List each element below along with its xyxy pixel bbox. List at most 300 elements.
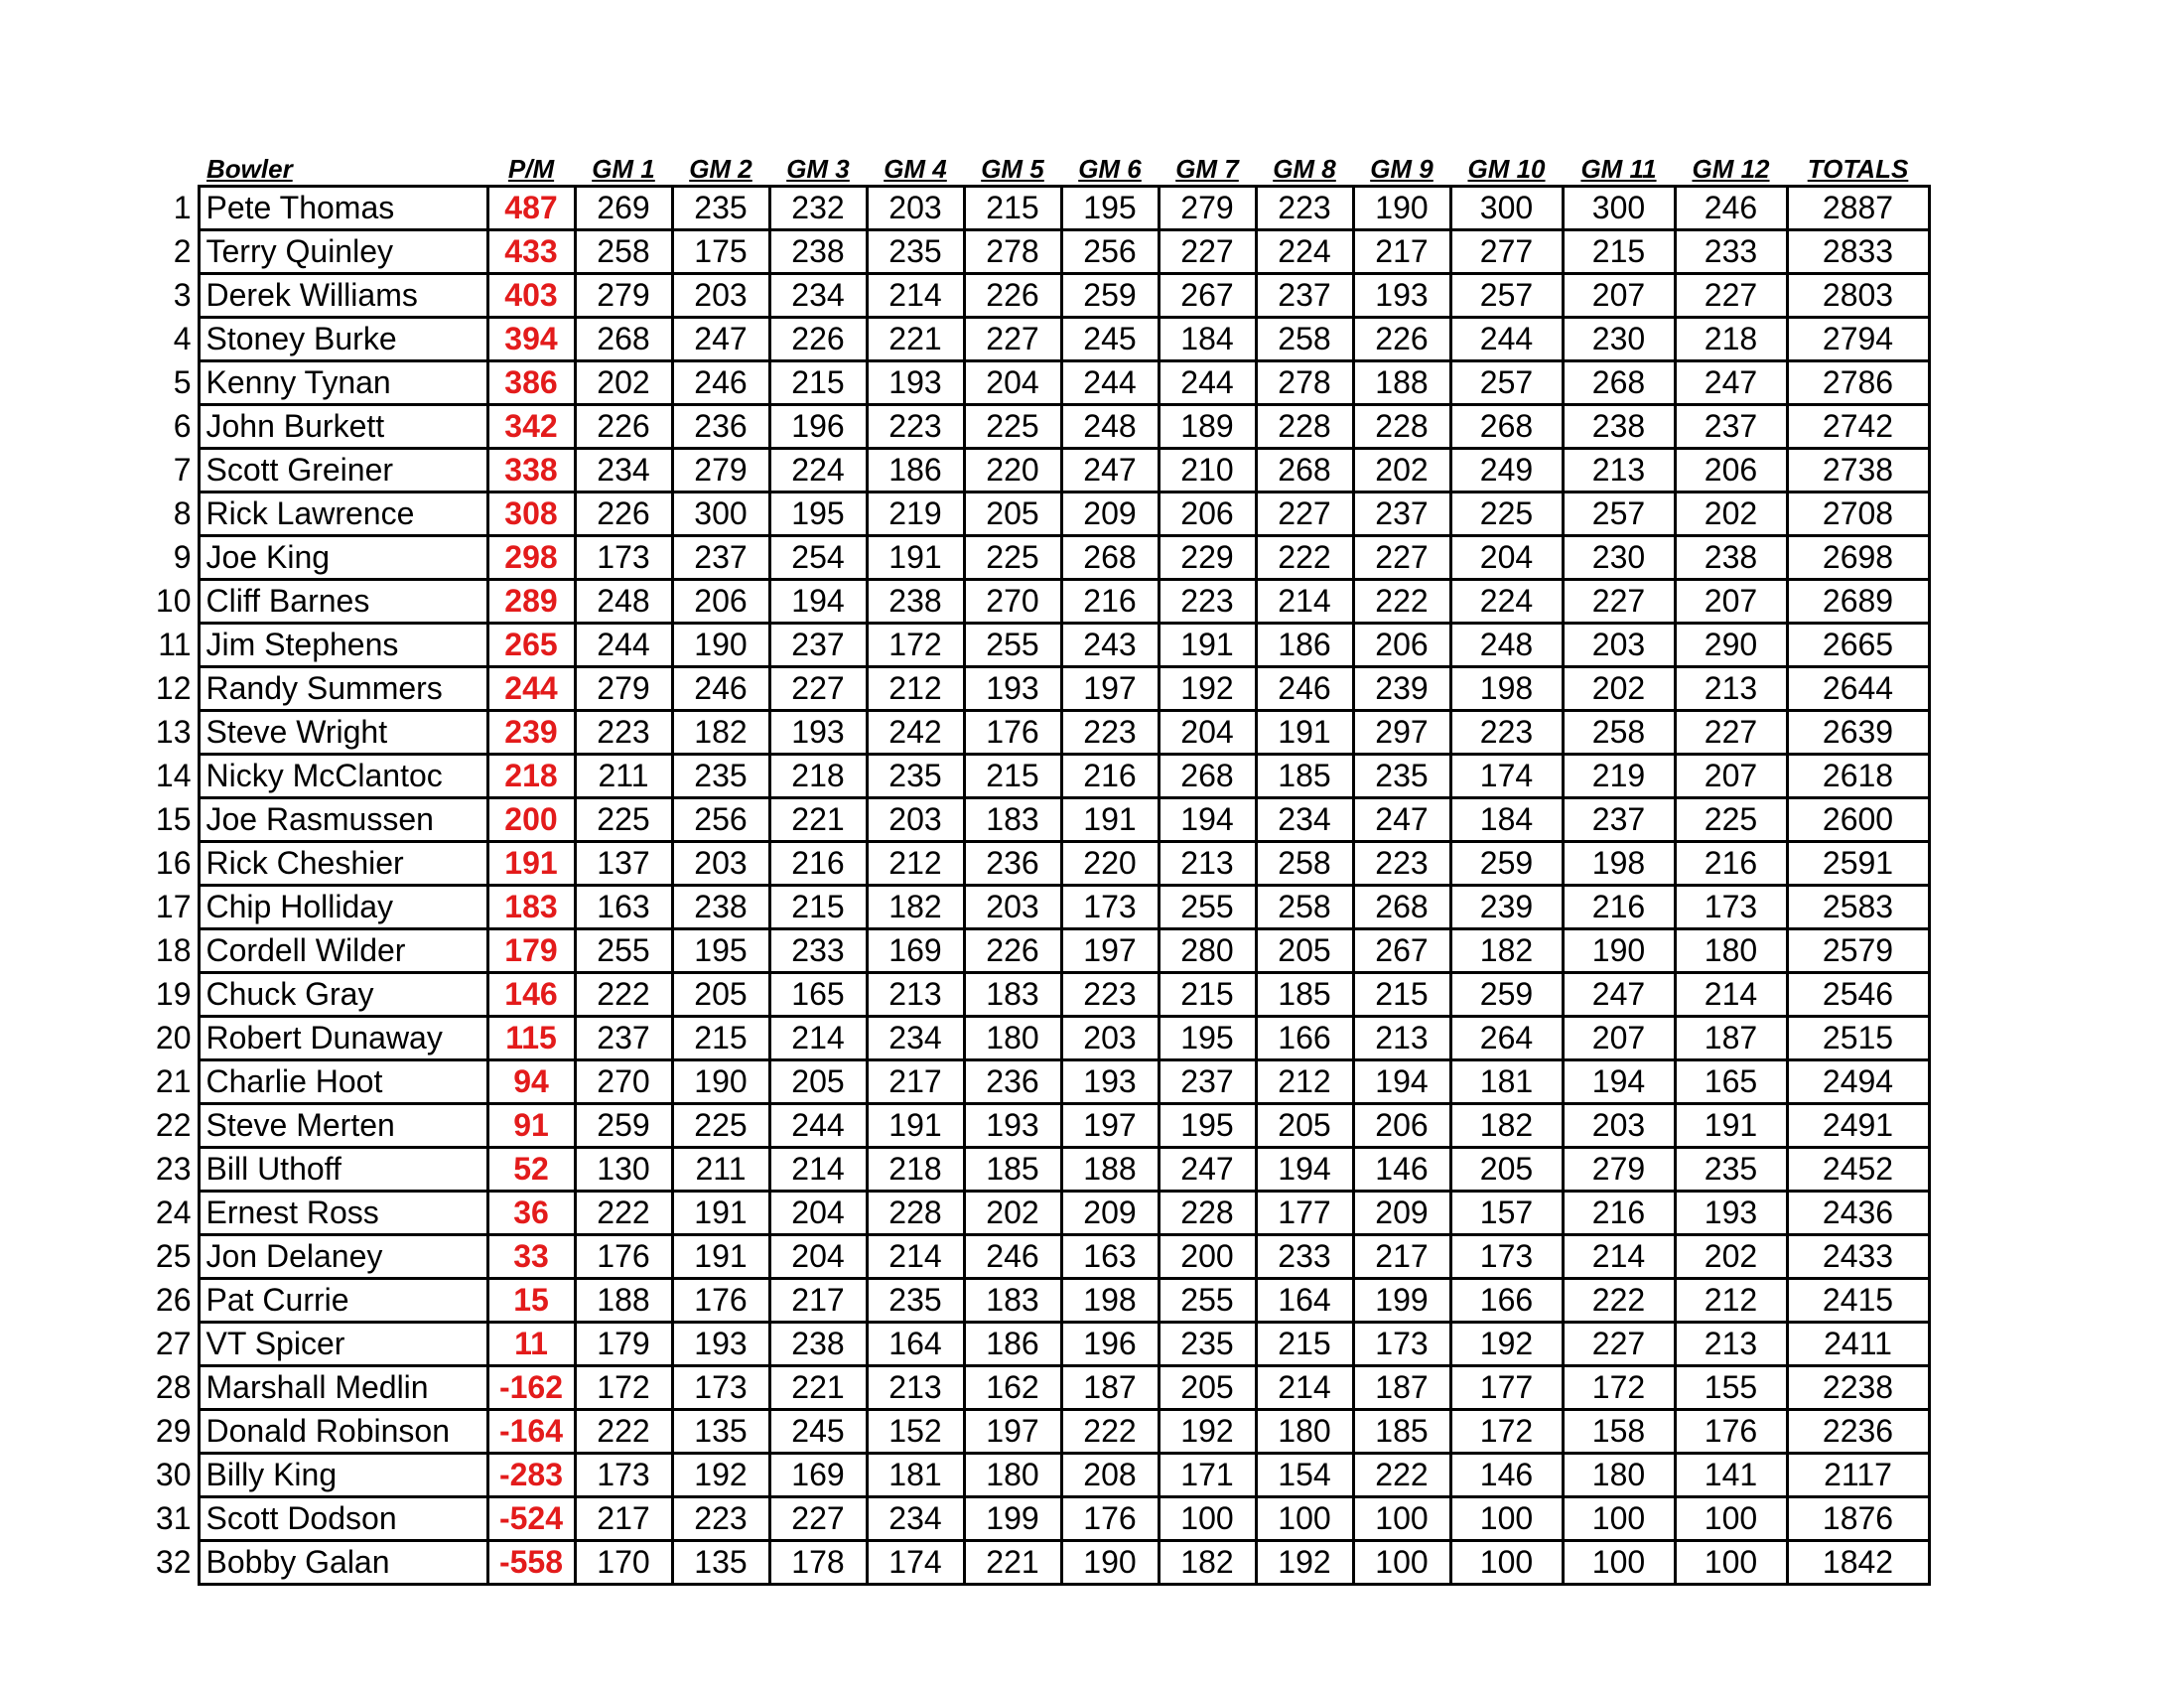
gm3-cell: 221 [769, 798, 867, 842]
total-cell: 2644 [1787, 667, 1929, 711]
gm5-cell: 197 [964, 1410, 1061, 1454]
gm6-cell: 268 [1061, 536, 1159, 580]
gm4-cell: 218 [867, 1148, 964, 1192]
gm11-cell: 222 [1563, 1279, 1675, 1323]
gm2-cell: 135 [672, 1541, 769, 1585]
gm7-cell: 213 [1159, 842, 1256, 886]
gm11-cell: 300 [1563, 187, 1675, 230]
rank-cell: 11 [158, 627, 192, 662]
plus-minus-cell: 146 [487, 973, 575, 1017]
gm2-cell: 176 [672, 1279, 769, 1323]
total-cell: 2579 [1787, 929, 1929, 973]
gm7-cell: 244 [1159, 361, 1256, 405]
gm12-cell: 100 [1675, 1497, 1787, 1541]
rank-cell: 16 [155, 845, 192, 881]
gm7-cell: 210 [1159, 449, 1256, 492]
bowler-name-cell: Ernest Ross [199, 1192, 487, 1235]
gm2-cell: 192 [672, 1454, 769, 1497]
rank-cell: 17 [155, 889, 192, 924]
column-header-gm10: GM 10 [1467, 154, 1546, 184]
bowler-name-cell: Randy Summers [199, 667, 487, 711]
rank-cell: 12 [155, 670, 192, 706]
column-header-gm7: GM 7 [1175, 154, 1239, 184]
gm8-cell: 233 [1256, 1235, 1353, 1279]
gm10-cell: 268 [1450, 405, 1563, 449]
gm10-cell: 205 [1450, 1148, 1563, 1192]
gm12-cell: 214 [1675, 973, 1787, 1017]
gm6-cell: 256 [1061, 230, 1159, 274]
gm1-cell: 255 [575, 929, 672, 973]
gm12-cell: 216 [1675, 842, 1787, 886]
gm7-cell: 192 [1159, 1410, 1256, 1454]
gm10-cell: 174 [1450, 755, 1563, 798]
table-row [147, 1366, 1929, 1410]
gm3-cell: 215 [769, 886, 867, 929]
rank-cell: 1 [173, 190, 192, 225]
plus-minus-cell: 265 [487, 624, 575, 667]
gm11-cell: 216 [1563, 1192, 1675, 1235]
gm6-cell: 163 [1061, 1235, 1159, 1279]
gm3-cell: 196 [769, 405, 867, 449]
gm2-cell: 225 [672, 1104, 769, 1148]
gm8-cell: 258 [1256, 886, 1353, 929]
gm2-cell: 195 [672, 929, 769, 973]
gm12-cell: 173 [1675, 886, 1787, 929]
gm4-cell: 172 [867, 624, 964, 667]
table-row [147, 1192, 1929, 1235]
gm12-cell: 212 [1675, 1279, 1787, 1323]
gm5-cell: 227 [964, 318, 1061, 361]
gm8-cell: 278 [1256, 361, 1353, 405]
gm10-cell: 177 [1450, 1366, 1563, 1410]
gm9-cell: 188 [1353, 361, 1450, 405]
table-row [147, 1454, 1929, 1497]
total-cell: 2411 [1787, 1323, 1929, 1366]
bowler-name-cell: John Burkett [199, 405, 487, 449]
gm5-cell: 186 [964, 1323, 1061, 1366]
gm5-cell: 205 [964, 492, 1061, 536]
plus-minus-cell: 11 [487, 1323, 575, 1366]
total-cell: 2433 [1787, 1235, 1929, 1279]
gm3-cell: 238 [769, 1323, 867, 1366]
gm6-cell: 216 [1061, 755, 1159, 798]
gm8-cell: 212 [1256, 1060, 1353, 1104]
gm7-cell: 192 [1159, 667, 1256, 711]
gm4-cell: 212 [867, 842, 964, 886]
gm1-cell: 226 [575, 492, 672, 536]
gm4-cell: 203 [867, 798, 964, 842]
table-row [147, 580, 1929, 624]
gm9-cell: 217 [1353, 230, 1450, 274]
gm9-cell: 187 [1353, 1366, 1450, 1410]
gm12-cell: 233 [1675, 230, 1787, 274]
total-cell: 2689 [1787, 580, 1929, 624]
gm2-cell: 246 [672, 361, 769, 405]
total-cell: 2742 [1787, 405, 1929, 449]
gm6-cell: 197 [1061, 667, 1159, 711]
column-header-gm5: GM 5 [981, 154, 1044, 184]
gm10-cell: 204 [1450, 536, 1563, 580]
column-header-gm2: GM 2 [689, 154, 752, 184]
gm6-cell: 191 [1061, 798, 1159, 842]
total-cell: 2639 [1787, 711, 1929, 755]
gm11-cell: 230 [1563, 536, 1675, 580]
gm10-cell: 173 [1450, 1235, 1563, 1279]
plus-minus-cell: 487 [487, 187, 575, 230]
column-header-bowler: Bowler [206, 154, 293, 184]
gm7-cell: 184 [1159, 318, 1256, 361]
gm9-cell: 209 [1353, 1192, 1450, 1235]
gm2-cell: 215 [672, 1017, 769, 1060]
gm1-cell: 279 [575, 274, 672, 318]
gm5-cell: 225 [964, 536, 1061, 580]
gm3-cell: 254 [769, 536, 867, 580]
gm3-cell: 178 [769, 1541, 867, 1585]
gm11-cell: 238 [1563, 405, 1675, 449]
gm6-cell: 209 [1061, 1192, 1159, 1235]
gm6-cell: 196 [1061, 1323, 1159, 1366]
gm6-cell: 259 [1061, 274, 1159, 318]
gm1-cell: 258 [575, 230, 672, 274]
gm6-cell: 173 [1061, 886, 1159, 929]
bowler-name-cell: Stoney Burke [199, 318, 487, 361]
gm5-cell: 199 [964, 1497, 1061, 1541]
gm12-cell: 213 [1675, 667, 1787, 711]
plus-minus-cell: 218 [487, 755, 575, 798]
gm4-cell: 213 [867, 1366, 964, 1410]
gm7-cell: 195 [1159, 1017, 1256, 1060]
total-cell: 2618 [1787, 755, 1929, 798]
table-row [147, 886, 1929, 929]
bowler-name-cell: Jim Stephens [199, 624, 487, 667]
gm3-cell: 218 [769, 755, 867, 798]
gm9-cell: 239 [1353, 667, 1450, 711]
gm11-cell: 100 [1563, 1497, 1675, 1541]
gm6-cell: 222 [1061, 1410, 1159, 1454]
bowler-name-cell: Billy King [199, 1454, 487, 1497]
gm4-cell: 242 [867, 711, 964, 755]
gm7-cell: 268 [1159, 755, 1256, 798]
gm1-cell: 217 [575, 1497, 672, 1541]
gm6-cell: 187 [1061, 1366, 1159, 1410]
gm11-cell: 219 [1563, 755, 1675, 798]
total-cell: 2833 [1787, 230, 1929, 274]
gm7-cell: 171 [1159, 1454, 1256, 1497]
total-cell: 2708 [1787, 492, 1929, 536]
gm10-cell: 182 [1450, 929, 1563, 973]
gm4-cell: 213 [867, 973, 964, 1017]
bowler-name-cell: Marshall Medlin [199, 1366, 487, 1410]
gm8-cell: 205 [1256, 929, 1353, 973]
gm6-cell: 195 [1061, 187, 1159, 230]
gm10-cell: 223 [1450, 711, 1563, 755]
gm3-cell: 169 [769, 1454, 867, 1497]
gm2-cell: 173 [672, 1366, 769, 1410]
rank-cell: 30 [155, 1457, 192, 1492]
total-cell: 2786 [1787, 361, 1929, 405]
table-row [147, 1279, 1929, 1323]
bowler-name-cell: Steve Wright [199, 711, 487, 755]
gm6-cell: 197 [1061, 1104, 1159, 1148]
gm12-cell: 246 [1675, 187, 1787, 230]
gm6-cell: 243 [1061, 624, 1159, 667]
table-row [147, 449, 1929, 492]
gm11-cell: 230 [1563, 318, 1675, 361]
gm12-cell: 218 [1675, 318, 1787, 361]
gm8-cell: 185 [1256, 755, 1353, 798]
gm10-cell: 300 [1450, 187, 1563, 230]
gm7-cell: 206 [1159, 492, 1256, 536]
gm11-cell: 194 [1563, 1060, 1675, 1104]
bowler-name-cell: Joe Rasmussen [199, 798, 487, 842]
gm5-cell: 204 [964, 361, 1061, 405]
gm8-cell: 191 [1256, 711, 1353, 755]
gm2-cell: 238 [672, 886, 769, 929]
gm5-cell: 226 [964, 929, 1061, 973]
gm7-cell: 237 [1159, 1060, 1256, 1104]
gm12-cell: 227 [1675, 711, 1787, 755]
gm5-cell: 220 [964, 449, 1061, 492]
standings-table [147, 149, 1931, 1586]
gm2-cell: 175 [672, 230, 769, 274]
gm3-cell: 226 [769, 318, 867, 361]
gm1-cell: 170 [575, 1541, 672, 1585]
gm5-cell: 215 [964, 187, 1061, 230]
bowler-name-cell: Cordell Wilder [199, 929, 487, 973]
gm4-cell: 174 [867, 1541, 964, 1585]
gm7-cell: 215 [1159, 973, 1256, 1017]
plus-minus-cell: 33 [487, 1235, 575, 1279]
rank-cell: 13 [155, 714, 192, 750]
gm10-cell: 257 [1450, 361, 1563, 405]
header-row [147, 149, 1929, 187]
gm9-cell: 194 [1353, 1060, 1450, 1104]
gm8-cell: 194 [1256, 1148, 1353, 1192]
gm3-cell: 214 [769, 1017, 867, 1060]
total-cell: 2238 [1787, 1366, 1929, 1410]
gm8-cell: 180 [1256, 1410, 1353, 1454]
table-row [147, 536, 1929, 580]
table-row [147, 187, 1929, 230]
gm2-cell: 235 [672, 187, 769, 230]
gm1-cell: 223 [575, 711, 672, 755]
gm10-cell: 257 [1450, 274, 1563, 318]
gm7-cell: 255 [1159, 1279, 1256, 1323]
rank-cell: 18 [155, 932, 192, 968]
table-row [147, 973, 1929, 1017]
gm3-cell: 165 [769, 973, 867, 1017]
table-row [147, 230, 1929, 274]
plus-minus-cell: 191 [487, 842, 575, 886]
table-row [147, 755, 1929, 798]
gm10-cell: 244 [1450, 318, 1563, 361]
gm4-cell: 181 [867, 1454, 964, 1497]
gm2-cell: 182 [672, 711, 769, 755]
gm8-cell: 100 [1256, 1497, 1353, 1541]
bowler-name-cell: Scott Greiner [199, 449, 487, 492]
gm1-cell: 202 [575, 361, 672, 405]
gm5-cell: 221 [964, 1541, 1061, 1585]
total-cell: 2887 [1787, 187, 1929, 230]
gm1-cell: 259 [575, 1104, 672, 1148]
gm3-cell: 233 [769, 929, 867, 973]
gm1-cell: 222 [575, 973, 672, 1017]
gm4-cell: 221 [867, 318, 964, 361]
gm9-cell: 146 [1353, 1148, 1450, 1192]
table-row [147, 1541, 1929, 1585]
gm4-cell: 228 [867, 1192, 964, 1235]
gm11-cell: 268 [1563, 361, 1675, 405]
gm9-cell: 226 [1353, 318, 1450, 361]
gm6-cell: 244 [1061, 361, 1159, 405]
rank-cell: 28 [155, 1369, 192, 1405]
gm9-cell: 247 [1353, 798, 1450, 842]
gm12-cell: 207 [1675, 755, 1787, 798]
gm7-cell: 228 [1159, 1192, 1256, 1235]
gm9-cell: 215 [1353, 973, 1450, 1017]
gm12-cell: 235 [1675, 1148, 1787, 1192]
plus-minus-cell: 342 [487, 405, 575, 449]
gm2-cell: 235 [672, 755, 769, 798]
gm8-cell: 222 [1256, 536, 1353, 580]
gm8-cell: 246 [1256, 667, 1353, 711]
rank-cell: 23 [155, 1151, 192, 1187]
table-row [147, 1410, 1929, 1454]
gm9-cell: 222 [1353, 580, 1450, 624]
gm5-cell: 278 [964, 230, 1061, 274]
gm9-cell: 217 [1353, 1235, 1450, 1279]
gm9-cell: 213 [1353, 1017, 1450, 1060]
total-cell: 1876 [1787, 1497, 1929, 1541]
plus-minus-cell: -558 [487, 1541, 575, 1585]
gm2-cell: 190 [672, 1060, 769, 1104]
rank-cell: 22 [155, 1107, 192, 1143]
gm5-cell: 236 [964, 1060, 1061, 1104]
gm8-cell: 214 [1256, 580, 1353, 624]
gm12-cell: 206 [1675, 449, 1787, 492]
total-cell: 2794 [1787, 318, 1929, 361]
rank-cell: 8 [173, 495, 192, 531]
gm5-cell: 176 [964, 711, 1061, 755]
bowler-name-cell: Rick Cheshier [199, 842, 487, 886]
table-row [147, 405, 1929, 449]
gm7-cell: 189 [1159, 405, 1256, 449]
gm5-cell: 225 [964, 405, 1061, 449]
bowler-name-cell: Derek Williams [199, 274, 487, 318]
gm6-cell: 203 [1061, 1017, 1159, 1060]
column-header-gm6: GM 6 [1078, 154, 1142, 184]
plus-minus-cell: 52 [487, 1148, 575, 1192]
total-cell: 2491 [1787, 1104, 1929, 1148]
gm11-cell: 203 [1563, 624, 1675, 667]
gm1-cell: 179 [575, 1323, 672, 1366]
rank-cell: 19 [155, 976, 192, 1012]
bowler-name-cell: Pete Thomas [199, 187, 487, 230]
table-row [147, 711, 1929, 755]
gm8-cell: 258 [1256, 318, 1353, 361]
gm2-cell: 203 [672, 842, 769, 886]
gm1-cell: 234 [575, 449, 672, 492]
plus-minus-cell: 183 [487, 886, 575, 929]
gm2-cell: 205 [672, 973, 769, 1017]
rank-cell: 26 [155, 1282, 192, 1318]
gm11-cell: 207 [1563, 274, 1675, 318]
column-header-gm11: GM 11 [1580, 154, 1657, 184]
gm4-cell: 234 [867, 1497, 964, 1541]
gm8-cell: 223 [1256, 187, 1353, 230]
gm5-cell: 202 [964, 1192, 1061, 1235]
gm9-cell: 223 [1353, 842, 1450, 886]
gm4-cell: 203 [867, 187, 964, 230]
plus-minus-cell: 91 [487, 1104, 575, 1148]
gm11-cell: 202 [1563, 667, 1675, 711]
gm6-cell: 193 [1061, 1060, 1159, 1104]
bowler-name-cell: Steve Merten [199, 1104, 487, 1148]
gm6-cell: 176 [1061, 1497, 1159, 1541]
plus-minus-cell: 36 [487, 1192, 575, 1235]
plus-minus-cell: 115 [487, 1017, 575, 1060]
gm10-cell: 277 [1450, 230, 1563, 274]
plus-minus-cell: 239 [487, 711, 575, 755]
gm1-cell: 172 [575, 1366, 672, 1410]
table-body [147, 187, 1929, 1585]
total-cell: 2803 [1787, 274, 1929, 318]
gm5-cell: 193 [964, 667, 1061, 711]
table-row [147, 842, 1929, 886]
plus-minus-cell: 433 [487, 230, 575, 274]
gm12-cell: 238 [1675, 536, 1787, 580]
gm11-cell: 215 [1563, 230, 1675, 274]
bowler-name-cell: Bobby Galan [199, 1541, 487, 1585]
gm7-cell: 267 [1159, 274, 1256, 318]
gm3-cell: 234 [769, 274, 867, 318]
plus-minus-cell: 308 [487, 492, 575, 536]
gm1-cell: 137 [575, 842, 672, 886]
gm12-cell: 202 [1675, 1235, 1787, 1279]
gm4-cell: 235 [867, 755, 964, 798]
gm8-cell: 164 [1256, 1279, 1353, 1323]
rank-cell: 10 [155, 583, 192, 619]
gm6-cell: 190 [1061, 1541, 1159, 1585]
total-cell: 1842 [1787, 1541, 1929, 1585]
gm5-cell: 162 [964, 1366, 1061, 1410]
gm6-cell: 248 [1061, 405, 1159, 449]
gm7-cell: 279 [1159, 187, 1256, 230]
gm3-cell: 237 [769, 624, 867, 667]
gm12-cell: 227 [1675, 274, 1787, 318]
gm2-cell: 206 [672, 580, 769, 624]
gm11-cell: 100 [1563, 1541, 1675, 1585]
gm1-cell: 270 [575, 1060, 672, 1104]
table-row [147, 1060, 1929, 1104]
gm3-cell: 216 [769, 842, 867, 886]
gm11-cell: 216 [1563, 886, 1675, 929]
gm11-cell: 214 [1563, 1235, 1675, 1279]
gm10-cell: 100 [1450, 1497, 1563, 1541]
gm9-cell: 206 [1353, 1104, 1450, 1148]
gm1-cell: 269 [575, 187, 672, 230]
gm1-cell: 173 [575, 1454, 672, 1497]
gm12-cell: 213 [1675, 1323, 1787, 1366]
gm2-cell: 279 [672, 449, 769, 492]
gm7-cell: 200 [1159, 1235, 1256, 1279]
gm5-cell: 183 [964, 798, 1061, 842]
gm10-cell: 259 [1450, 842, 1563, 886]
gm7-cell: 255 [1159, 886, 1256, 929]
gm10-cell: 181 [1450, 1060, 1563, 1104]
gm3-cell: 227 [769, 667, 867, 711]
gm8-cell: 185 [1256, 973, 1353, 1017]
